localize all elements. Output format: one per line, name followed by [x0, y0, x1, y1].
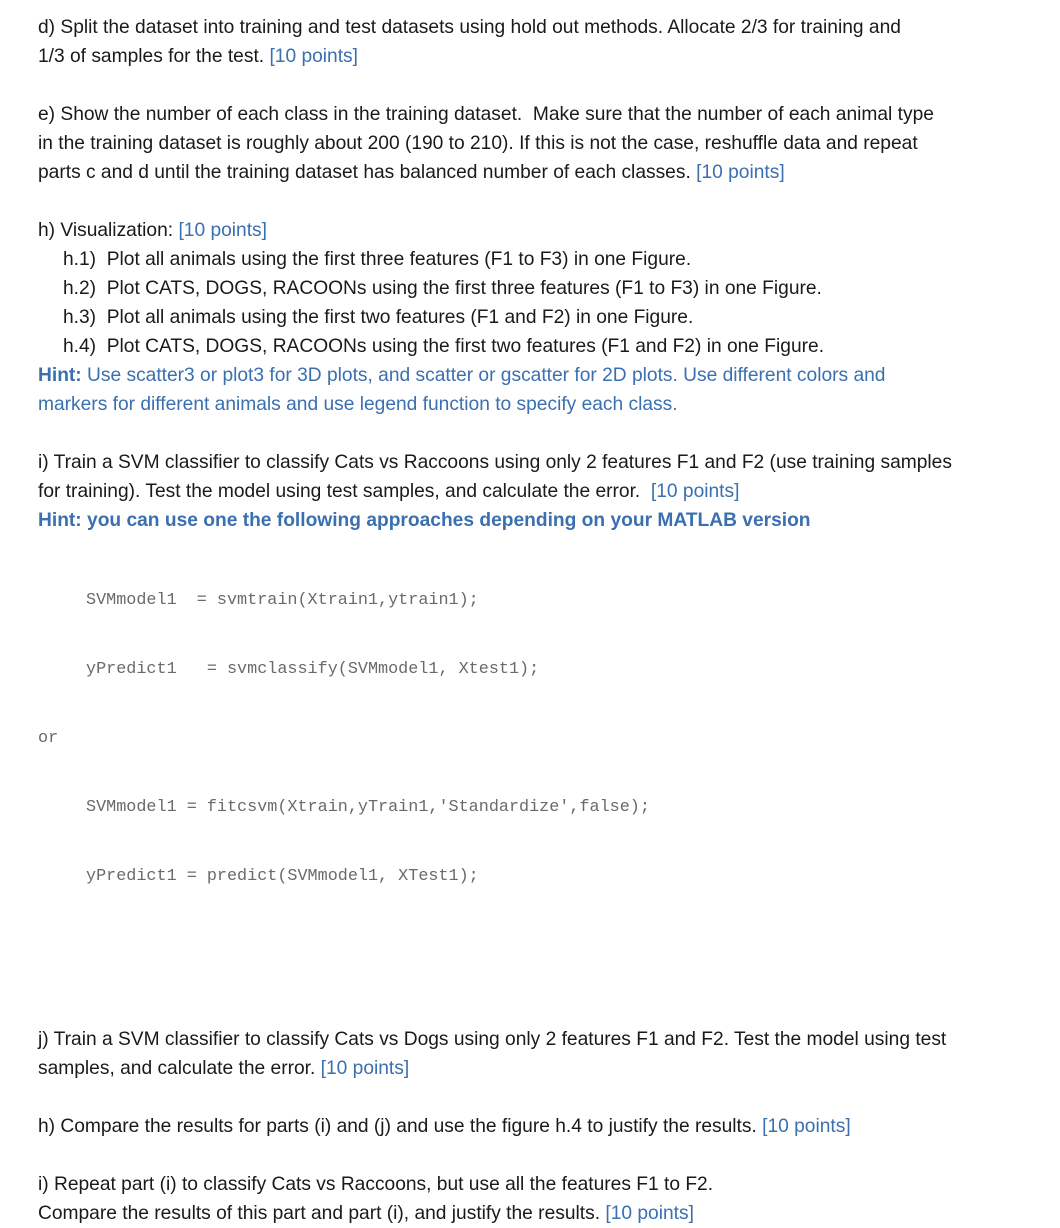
- section-i-points: [10 points]: [650, 481, 740, 502]
- section-i-hint: Hint: you can use one the following approaches depending on your MATLAB version: [38, 510, 811, 531]
- section-j-line-1: j) Train a SVM classifier to classify Cats vs Dogs using only 2 features F1 and F2. Test the model using test: [38, 1029, 947, 1050]
- section-h-compare-text: h) Compare the results for parts (i) and (j) and use the figure h.4 to justify the results.: [38, 1116, 763, 1137]
- section-e-line-3: [38, 158, 1038, 187]
- section-e-line-1: e) Show the number of each class in the training dataset. Make sure that the number of each animal type: [38, 104, 934, 125]
- section-h-compare-line: [38, 1112, 1038, 1141]
- spacer: [38, 1141, 1038, 1170]
- section-i: [38, 448, 1038, 934]
- code-line-1: SVMmodel1 = svmtrain(Xtrain1,ytrain1);: [86, 591, 479, 610]
- spacer: [38, 1083, 1038, 1112]
- section-d-line-1: d) Split the dataset into training and test datasets using hold out methods. Allocate 2/3 for training and: [38, 17, 901, 38]
- hint-label: Hint:: [38, 365, 82, 386]
- section-d-points: [10 points]: [269, 46, 358, 67]
- section-i-repeat-text: Compare the results of this part and part (i), and justify the results.: [38, 1203, 606, 1224]
- section-h-compare: [38, 1112, 1038, 1141]
- section-d: [38, 13, 1038, 71]
- section-i-repeat-line-1: i) Repeat part (i) to classify Cats vs Raccoons, but use all the features F1 to F2.: [38, 1174, 714, 1195]
- section-d-text: 1/3 of samples for the test.: [38, 46, 270, 67]
- hint-text-1: Use scatter3 or plot3 for 3D plots, and scatter or gscatter for 2D plots. Use different colors and: [81, 365, 886, 386]
- section-i-line-2: [38, 477, 1038, 506]
- section-i-line-1: i) Train a SVM classifier to classify Cats vs Raccoons using only 2 features F1 and F2 (use training samples: [38, 452, 952, 473]
- section-i-repeat: [38, 1170, 1038, 1228]
- section-h-compare-points: [10 points]: [762, 1116, 851, 1137]
- spacer: [38, 419, 1038, 448]
- spacer: [38, 934, 1038, 1025]
- section-e: [38, 100, 1038, 187]
- code-block: [38, 543, 1038, 934]
- code-line-2: yPredict1 = svmclassify(SVMmodel1, Xtest1);: [86, 660, 540, 679]
- code-line-3: SVMmodel1 = fitcsvm(Xtrain,yTrain1,'Standardize',false);: [86, 798, 650, 817]
- section-e-line-2: in the training dataset is roughly about 200 (190 to 210). If this is not the case, reshuffle data and repeat: [38, 133, 918, 154]
- section-h-item-3: h.3) Plot all animals using the first two features (F1 and F2) in one Figure.: [63, 307, 694, 328]
- section-h-item-4: h.4) Plot CATS, DOGS, RACOONs using the first two features (F1 and F2) in one Figure.: [63, 336, 825, 357]
- section-h-item-1: h.1) Plot all animals using the first three features (F1 to F3) in one Figure.: [63, 249, 692, 270]
- spacer: [38, 71, 1038, 100]
- section-j: [38, 1025, 1038, 1083]
- section-h-hint-line-1: [38, 361, 1038, 390]
- section-h-title: [38, 216, 1038, 245]
- section-i-text: for training). Test the model using test samples, and calculate the error.: [38, 481, 651, 502]
- section-j-text: samples, and calculate the error.: [38, 1058, 321, 1079]
- section-h-visualization: [38, 216, 1038, 419]
- section-j-line-2: [38, 1054, 1038, 1083]
- assignment-document: [38, 13, 1038, 1228]
- section-h-title-text: h) Visualization:: [38, 220, 179, 241]
- section-i-repeat-points: [10 points]: [605, 1203, 694, 1224]
- section-h-points: [10 points]: [178, 220, 267, 241]
- section-d-line-2: [38, 42, 1038, 71]
- code-or: or: [38, 729, 59, 748]
- section-h-item-2: h.2) Plot CATS, DOGS, RACOONs using the first three features (F1 to F3) in one Figure.: [63, 278, 822, 299]
- section-e-points: [10 points]: [696, 162, 785, 183]
- section-j-points: [10 points]: [320, 1058, 410, 1079]
- section-e-text: parts c and d until the training dataset has balanced number of each classes.: [38, 162, 697, 183]
- section-h-hint-line-2: markers for different animals and use legend function to specify each class.: [38, 394, 678, 415]
- section-i-repeat-line-2: [38, 1199, 1038, 1228]
- spacer: [38, 187, 1038, 216]
- code-line-4: yPredict1 = predict(SVMmodel1, XTest1);: [86, 867, 479, 886]
